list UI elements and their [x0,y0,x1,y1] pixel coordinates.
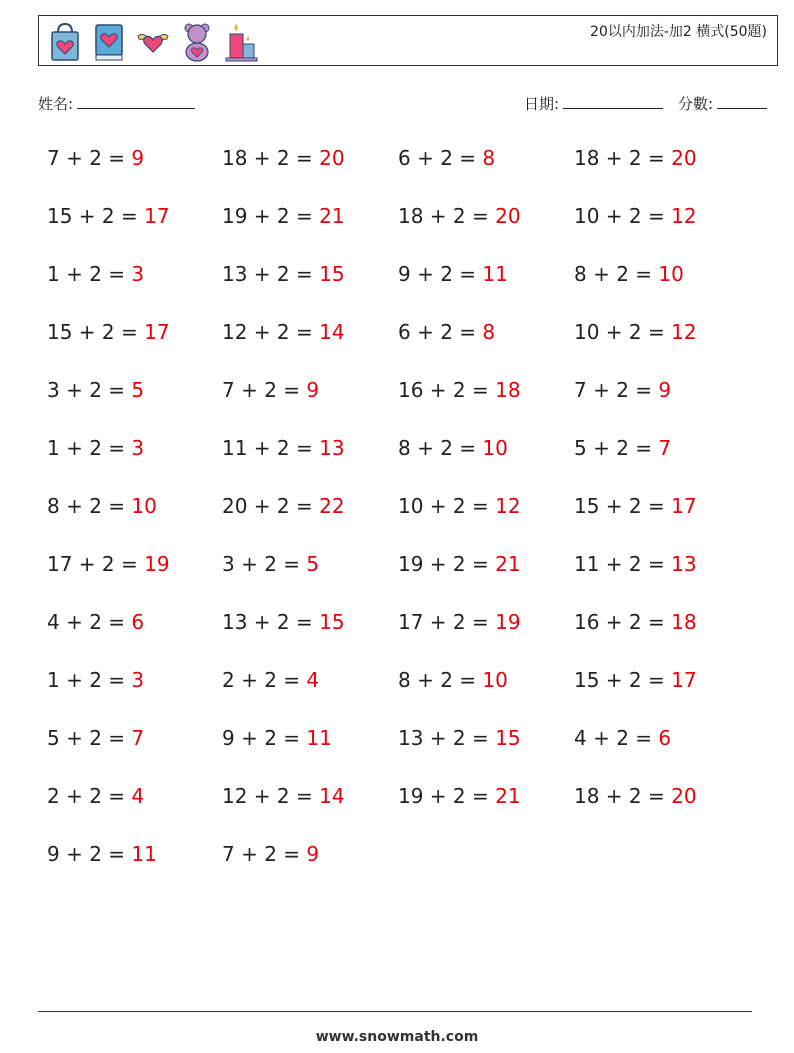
problem-answer: 11 [306,726,332,750]
problem-question: 17 + 2 = [47,552,145,576]
problem-item [47,320,170,344]
problem-answer: 9 [131,146,145,170]
problem-question: 6 + 2 = [398,320,483,344]
problem-question: 15 + 2 = [574,668,672,692]
problem-answer: 9 [306,842,320,866]
problem-question: 7 + 2 = [574,378,659,402]
problem-question: 13 + 2 = [398,726,496,750]
problem-answer: 8 [482,146,496,170]
problem-answer: 11 [482,262,508,286]
problem-answer: 12 [671,320,697,344]
problem-item [222,726,332,750]
problem-answer: 15 [319,610,345,634]
footer-divider [38,1011,752,1012]
problem-question: 10 + 2 = [398,494,496,518]
problem-item [574,610,697,634]
problem-question: 10 + 2 = [574,320,672,344]
problem-question: 2 + 2 = [222,668,307,692]
problem-item [574,146,697,170]
problem-answer: 17 [144,204,170,228]
problem-item [47,784,144,808]
problem-question: 16 + 2 = [398,378,496,402]
problem-question: 3 + 2 = [47,378,132,402]
problem-question: 8 + 2 = [574,262,659,286]
problem-question: 19 + 2 = [398,784,496,808]
problem-question: 17 + 2 = [398,610,496,634]
problem-item [47,146,144,170]
problem-question: 19 + 2 = [222,204,320,228]
date-label: 日期: [524,95,560,113]
name-blank[interactable] [77,94,195,109]
problem-item [47,436,144,460]
problem-question: 12 + 2 = [222,784,320,808]
problem-answer: 21 [319,204,345,228]
shopping-bag-heart-icon [47,20,83,64]
problem-row [47,726,767,784]
problem-item [574,378,671,402]
problem-answer: 7 [131,726,145,750]
problem-answer: 18 [671,610,697,634]
problem-question: 7 + 2 = [222,378,307,402]
problem-answer: 9 [306,378,320,402]
problem-row [47,668,767,726]
problem-answer: 22 [319,494,345,518]
problem-item [574,436,671,460]
problem-row [47,784,767,842]
problem-answer: 6 [658,726,672,750]
footer-url: www.snowmath.com [315,1029,479,1045]
problem-item [222,436,345,460]
problem-question: 4 + 2 = [574,726,659,750]
problem-question: 18 + 2 = [574,784,672,808]
problem-item [222,262,345,286]
problem-answer: 11 [131,842,157,866]
problem-answer: 10 [482,436,508,460]
problem-question: 18 + 2 = [222,146,320,170]
problem-question: 1 + 2 = [47,668,132,692]
problem-answer: 21 [495,784,521,808]
header-box [38,15,778,66]
problem-item [398,726,521,750]
problem-answer: 19 [144,552,170,576]
problem-item [574,784,697,808]
problem-item [222,842,319,866]
problem-item [398,784,521,808]
problem-question: 11 + 2 = [222,436,320,460]
date-field[interactable] [524,93,663,114]
problem-answer: 3 [131,436,145,460]
problem-answer: 17 [671,494,697,518]
problem-question: 19 + 2 = [398,552,496,576]
teddy-bear-heart-icon [179,20,215,64]
problem-question: 1 + 2 = [47,436,132,460]
problem-item [398,494,521,518]
name-label: 姓名: [38,95,74,113]
problem-item [398,668,508,692]
problem-answer: 17 [144,320,170,344]
problem-answer: 8 [482,320,496,344]
problem-item [47,668,144,692]
problem-question: 15 + 2 = [574,494,672,518]
problem-answer: 12 [671,204,697,228]
problem-question: 16 + 2 = [574,610,672,634]
problem-item [47,262,144,286]
problem-item [574,726,671,750]
problem-question: 12 + 2 = [222,320,320,344]
winged-heart-icon [135,20,171,64]
problem-answer: 10 [658,262,684,286]
icon-strip [47,20,259,64]
problem-item [574,668,697,692]
problem-item [398,378,521,402]
problem-item [222,494,345,518]
problem-item [47,494,157,518]
problem-row [47,842,767,900]
problem-answer: 20 [671,146,697,170]
problem-row [47,204,767,262]
problem-item [574,320,697,344]
problem-answer: 6 [131,610,145,634]
problem-answer: 4 [131,784,145,808]
problem-question: 15 + 2 = [47,320,145,344]
problem-item [222,320,345,344]
problem-question: 18 + 2 = [398,204,496,228]
heart-book-icon [91,20,127,64]
problem-item [574,204,697,228]
problem-answer: 13 [319,436,345,460]
problem-question: 5 + 2 = [574,436,659,460]
problem-question: 13 + 2 = [222,610,320,634]
problem-answer: 18 [495,378,521,402]
problem-question: 8 + 2 = [398,436,483,460]
problem-item [222,146,345,170]
problem-item [222,552,319,576]
problem-item [398,552,521,576]
problem-answer: 15 [495,726,521,750]
problem-row [47,320,767,378]
problem-row [47,262,767,320]
problem-item [222,668,319,692]
problem-grid [47,146,767,900]
problem-item [398,320,495,344]
problem-item [222,204,345,228]
problem-row [47,146,767,204]
problem-answer: 3 [131,668,145,692]
problem-question: 10 + 2 = [574,204,672,228]
problem-answer: 5 [131,378,145,402]
problem-answer: 20 [319,146,345,170]
problem-row [47,610,767,668]
problem-question: 8 + 2 = [398,668,483,692]
problem-item [398,146,495,170]
problem-item [47,378,144,402]
problem-answer: 9 [658,378,672,402]
problem-answer: 15 [319,262,345,286]
problem-question: 5 + 2 = [47,726,132,750]
problem-answer: 5 [306,552,320,576]
problem-item [222,378,319,402]
problem-answer: 20 [495,204,521,228]
problem-answer: 13 [671,552,697,576]
problem-item [574,494,697,518]
problem-item [398,262,508,286]
problem-answer: 3 [131,262,145,286]
worksheet-title: 20以内加法-加2 横式(50題) [590,24,767,40]
problem-row [47,436,767,494]
problem-item [222,610,345,634]
problem-item [47,842,157,866]
problem-answer: 7 [658,436,672,460]
problem-answer: 4 [306,668,320,692]
score-field[interactable] [678,93,767,114]
date-blank[interactable] [563,94,663,109]
problem-question: 11 + 2 = [574,552,672,576]
problem-answer: 20 [671,784,697,808]
problem-item [47,610,144,634]
problem-item [222,784,345,808]
problem-question: 9 + 2 = [47,842,132,866]
problem-question: 6 + 2 = [398,146,483,170]
problem-question: 7 + 2 = [47,146,132,170]
problem-item [574,262,684,286]
score-blank[interactable] [717,94,767,109]
problem-answer: 19 [495,610,521,634]
problem-question: 9 + 2 = [222,726,307,750]
problem-question: 18 + 2 = [574,146,672,170]
problem-question: 2 + 2 = [47,784,132,808]
candles-icon [223,20,259,64]
problem-answer: 14 [319,320,345,344]
score-label: 分數: [678,95,714,113]
problem-question: 15 + 2 = [47,204,145,228]
problem-answer: 21 [495,552,521,576]
name-field[interactable] [38,93,195,114]
problem-question: 1 + 2 = [47,262,132,286]
problem-question: 20 + 2 = [222,494,320,518]
problem-answer: 14 [319,784,345,808]
problem-row [47,494,767,552]
problem-answer: 17 [671,668,697,692]
problem-answer: 12 [495,494,521,518]
problem-item [398,436,508,460]
problem-answer: 10 [131,494,157,518]
problem-item [47,552,170,576]
problem-question: 4 + 2 = [47,610,132,634]
problem-question: 9 + 2 = [398,262,483,286]
problem-item [47,204,170,228]
problem-row [47,378,767,436]
problem-item [398,204,521,228]
problem-item [398,610,521,634]
problem-row [47,552,767,610]
problem-item [574,552,697,576]
problem-question: 3 + 2 = [222,552,307,576]
problem-answer: 10 [482,668,508,692]
problem-question: 7 + 2 = [222,842,307,866]
problem-question: 8 + 2 = [47,494,132,518]
problem-question: 13 + 2 = [222,262,320,286]
problem-item [47,726,144,750]
